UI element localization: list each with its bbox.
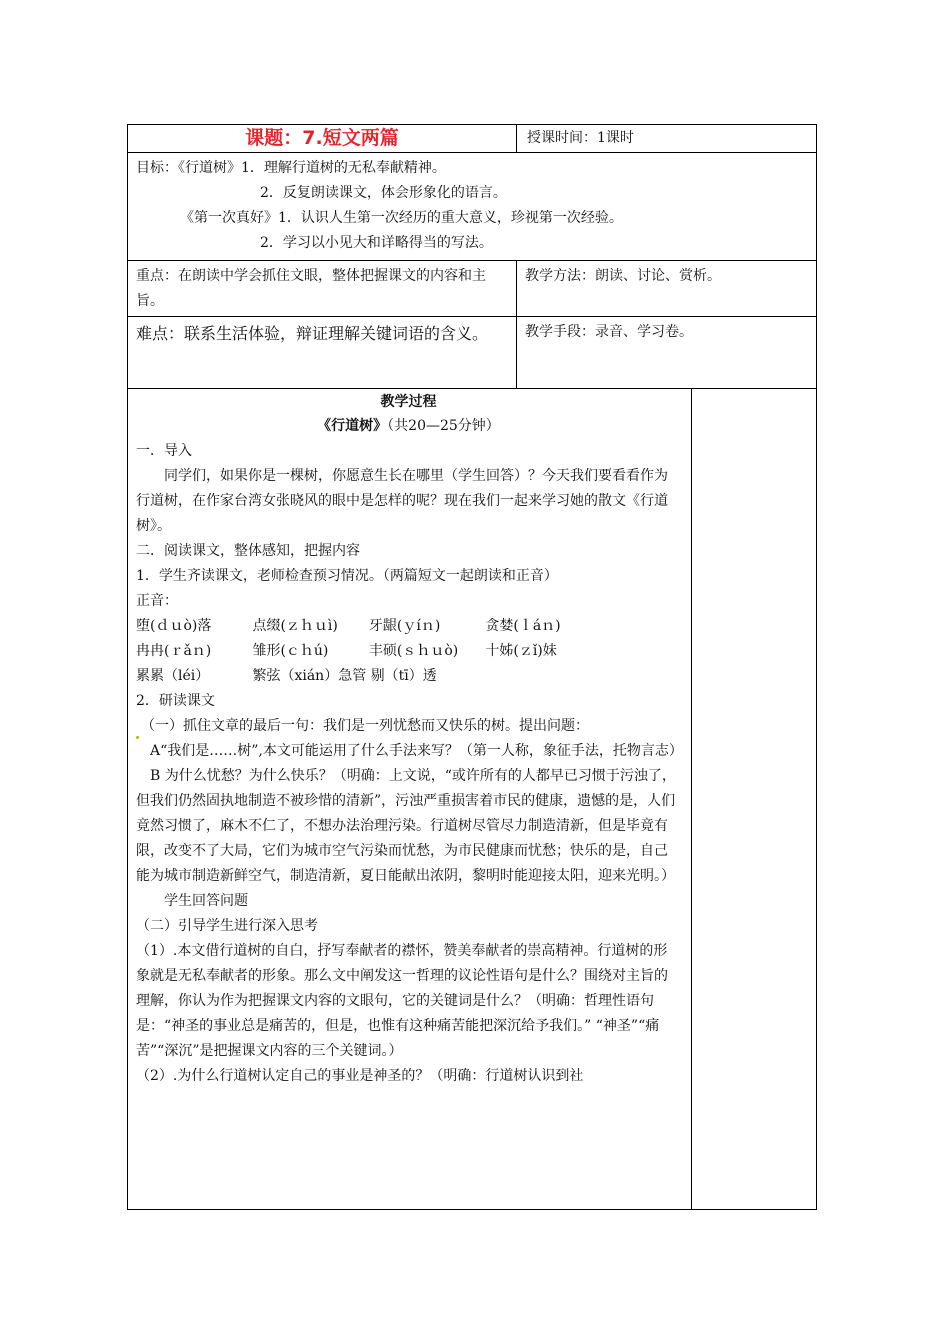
- goal-line: 《第一次真好》1．认识人生第一次经历的重大意义，珍视第一次经验。: [180, 210, 623, 226]
- pinyin-row: [136, 639, 681, 664]
- paragraph: （1）.本文借行道树的自白，抒写奉献者的襟怀，赞美奉献者的崇高精神。行道树的形象就是无私奉献者的形象。那么文中阐发这一哲理的议论性语句是什么？围绕对主旨的理解，你认为作为把握课文内容的文眼句，它的关键词是什么？（明确：哲理性语句是：“神圣的事业总是痛苦的，但是，也惟有这种痛苦能把深沉给予我们。” “神圣”“痛苦”“深沉”是把握课文内容的三个关键词。）: [136, 943, 668, 1059]
- pinyin-item: 点缀(ｚｈｕì): [252, 618, 338, 634]
- paragraph: B 为什么忧愁？为什么快乐？（明确：上文说，“或许所有的人都早已习惯于污浊了，但我们仍然固执地制造不被珍惜的清新”，污浊严重损害着市民的健康，遗憾的是，人们竟然习惯了，麻木不仁了，不想办法治理污染。行道树尽管尽力制造清新，但是毕竟有限，改变不了大局，它们为城市空气污染而忧愁，为市民健康而忧愁；快乐的是，自己能为城市制造新鲜空气，制造清新，夏日能献出浓阴，黎明时能迎接太阳，迎来光明。）: [136, 768, 676, 884]
- paragraph: A“我们是……树”,本文可能运用了什么手法来写？（第一人称，象征手法，托物言志）: [150, 743, 683, 759]
- teaching-tools: 教学手段：录音、学习卷。: [517, 317, 817, 389]
- key-focus: 重点：在朗读中学会抓住文眼，整体把握课文的内容和主旨。: [128, 261, 517, 317]
- teaching-process: [128, 389, 692, 1210]
- pinyin-item: 贪婪(ｌáｎ): [485, 618, 561, 634]
- paragraph: （2）.为什么行道树认定自己的事业是神圣的？（明确：行道树认识到社: [136, 1068, 584, 1084]
- dot-mark: [136, 736, 139, 739]
- paragraph: [136, 714, 681, 739]
- pinyin-row: [136, 664, 681, 689]
- pinyin-item: 堕(ｄｕò)落: [136, 618, 212, 634]
- paragraph: 1．学生齐读课文，老师检查预习情况。（两篇短文一起朗读和正音）: [136, 568, 558, 584]
- goal-line: 目标：《行道树》1．理解行道树的无私奉献精神。: [136, 160, 446, 176]
- goal-line: 2．学习以小见大和详略得当的写法。: [260, 235, 493, 251]
- goals-cell: [128, 153, 817, 261]
- pinyin-item: 丰硕(ｓｈｕò): [368, 643, 459, 659]
- paragraph: 正音：: [136, 593, 178, 609]
- process-title: 教学过程: [380, 394, 437, 410]
- pinyin-item: 十姊(ｚǐ)妹: [485, 643, 557, 659]
- subtitle-book: 《行道树》: [317, 418, 388, 434]
- process-subtitle: [136, 414, 681, 439]
- notes-column: [692, 389, 817, 1210]
- question-text: （一）抓住文章的最后一句：我们是一列忧愁而又快乐的树。提出问题：: [141, 718, 589, 734]
- pinyin-item: 累累（léi）: [136, 668, 210, 684]
- paragraph: （二）引导学生进行深入思考: [136, 918, 318, 934]
- paragraph: 同学们，如果你是一棵树，你愿意生长在哪里（学生回答）？今天我们要看看作为行道树，在作家台湾女张晓风的眼中是怎样的呢？现在我们一起来学习她的散文《行道树》。: [136, 468, 668, 534]
- lesson-title: 课题：7.短文两篇: [128, 125, 517, 153]
- pinyin-item: 剔（tī）透: [370, 668, 437, 684]
- paragraph: 2．研读课文: [136, 693, 215, 709]
- key-difficulty: 难点：联系生活体验，辩证理解关键词语的含义。: [128, 317, 517, 389]
- paragraph: 学生回答问题: [164, 893, 248, 909]
- pinyin-item: 冉冉(ｒǎｎ): [136, 643, 212, 659]
- pinyin-row: [136, 614, 681, 639]
- lesson-plan-document: [127, 124, 816, 1210]
- pinyin-item: 繁弦（xián）急管: [252, 668, 367, 684]
- pinyin-item: 牙龈(ｙíｎ): [368, 618, 441, 634]
- pinyin-item: 雏形(ｃｈú): [252, 643, 329, 659]
- lesson-time: 授课时间：1课时: [517, 125, 817, 153]
- section-heading: 二．阅读课文，整体感知，把握内容: [136, 543, 360, 559]
- goal-line: 2．反复朗读课文，体会形象化的语言。: [260, 185, 507, 201]
- teaching-method: 教学方法：朗读、讨论、赏析。: [517, 261, 817, 317]
- section-heading: 一．导入: [136, 443, 192, 459]
- lesson-plan-table: [127, 124, 817, 1210]
- subtitle-time: （共20—25分钟）: [387, 418, 500, 434]
